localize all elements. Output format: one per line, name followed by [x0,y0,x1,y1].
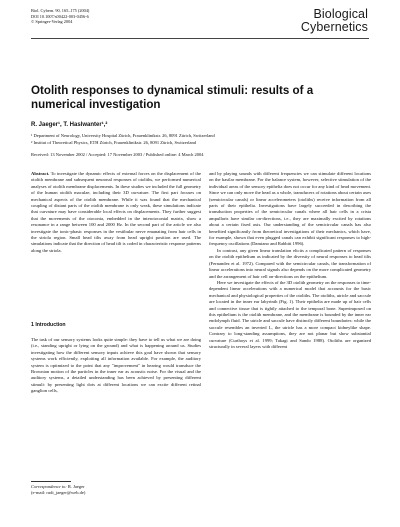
section-heading-introduction: 1 Introduction [31,322,66,328]
copyright: © Springer-Verlag 2004 [31,19,73,25]
correspondence-footnote [31,484,85,496]
affiliations [31,133,215,146]
citation: Biol. Cybern. 90, 165–175 (2004) [31,8,90,13]
citation-block [31,8,89,25]
footnote-divider [31,481,71,482]
article-title: Otolith responses to dynamical stimuli: results of a numerical investigation [31,84,314,111]
right-paragraph-2: In contrast, any given linear translation elicits a complicated pattern of responses on the otolith epithelium as indicated by the diversity of neural responses to head tilts (Fernandez et al. 1972). Compared with the semicircular canals, the transformation of linear accelerations into neural signals also depends on the more complicated geometry and the arrangement of hair cell on-directions on the epithelium. [209,247,371,279]
footnote-name: R. Jaeger [67,484,85,489]
abstract-text: To investigate the dynamic effects of external forces on the displacement of the otolith membrane and subsequent neuronal responses of otoliths, we performed numerical analyses of otolith membrane displacements. In these studies we included the full geometry of the human otolith maculae, including their 3D curvature. The first part focuses on mechanical aspects of the otolith membrane. While it was found that the mechanical coupling of distant parts of the otolith membrane is only weak, these simulations indicate that curvature may have considerable local effects on displacements. They further suggest that the movements of the otoconia, embedded in the interotoconial matrix, show a resonance in a range between 100 and 2000 Hz. In the second part of the article we also investigate the tonic-phasic responses in the vestibular nerve emanating from hair cells in the striola region. Small head tilts away from head upright position are used. The simulations indicate that the direction of head tilt is coded in characteristic response patterns along the striola. [31,171,201,253]
right-column [209,171,371,350]
right-paragraph-3: Here we investigate the effects of the 3D otolith geometry on the responses to time-dependent linear accelerations with a numerical model that accounts for the basic mechanical and physiological properties of the otoliths. The otoliths, utricle and saccule are located in the inner ear labyrinth (Fig. 1). Their epithelia are made up of hair cells and connective tissue that is tightly attached to the temporal bone. Superimposed on this epithelium is the otolith membrane, and the membrane is bounded by the inner ear endolymph fluid. The utricle and saccule have distinctly different boundaries: while the saccule resembles an inverted L, the utricle has a more compact kidneylike shape. Contrary to long-standing assumptions, they are not planar but show substantial curvature (Curthoys et al. 1999; Takagi and Sando 1988). Otoliths are organized structurally in several layers with different [209,279,371,349]
received-dates: Received: 13 November 2002 / Accepted: 17 November 2003 / Published online: 4 March 2004 [31,152,204,157]
doi: DOI 10.1007/s00422-003-0456-6 [31,13,89,19]
journal-logo [301,8,368,34]
header-divider [31,38,369,39]
introduction-paragraph: The task of our sensory systems looks quite simple: they have to tell us what we are doing (i.e., standing upright or lying on the ground) and what is happening around us. Studies investigating how the different sensory inputs achieve this goal have shown that sensory systems work efficiently, exploiting all information available. For example, the auditory system is optimized to the point that any "improvement" in hearing would transduce the Brownian motion of the particles in the inner ear as acoustic noise. For the visual and the auditory systems, a detailed understanding has been achieved by presenting different stimuli: by presenting light dots at different locations we can excite different retinal ganglion cells, [31,337,201,394]
footnote-email: (e-mail: rudi_jaeger@web.de) [31,490,86,495]
introduction-text-block [31,337,201,395]
right-paragraph-1: and by playing sounds with different frequencies we can stimulate different locations on the basilar membrane. For the balance system, however, selective stimulation of the individual areas of the sensory epithelia does not occur for any kind of head movement. Since we can only move the head as a whole, transducers of rotations about certain axes (semicircular canals) or linear accelerometers (otoliths) receive information from all parts of their epithelia. Investigations have largely succeeded in describing the transduction properties of the semicircular canals where all hair cells in a crista ampullaris have similar on-directions, i.e., they are maximally excited by rotations about a certain fixed axis. Our understanding of the semicircular canals has also benefited significantly from theoretical investigations of their mechanics, which have, for example, shown that even plugged canals can exhibit significant responses to high-frequency oscillations (Damiano and Rabbitt 1996). [209,171,371,247]
journal-name-line2: Cybernetics [300,20,368,34]
affiliation-2: ² Institut of Theoretical Physics, ETH Zürich, Frauenklinikstr. 26, 8091 Zürich, Switzerland [31,139,196,145]
affiliation-1: ¹ Department of Neurology, University Hospital Zürich, Frauenklinikstr. 26, 8091 Zürich, Switzerland [31,133,215,138]
abstract-label: Abstract. [31,171,50,176]
footnote-label: Correspondence to: [31,484,67,489]
abstract [31,171,201,254]
article-authors: R. Jaeger¹, T. Haslwanter¹,² [31,122,108,128]
journal-name-line1: Biological [313,7,368,21]
